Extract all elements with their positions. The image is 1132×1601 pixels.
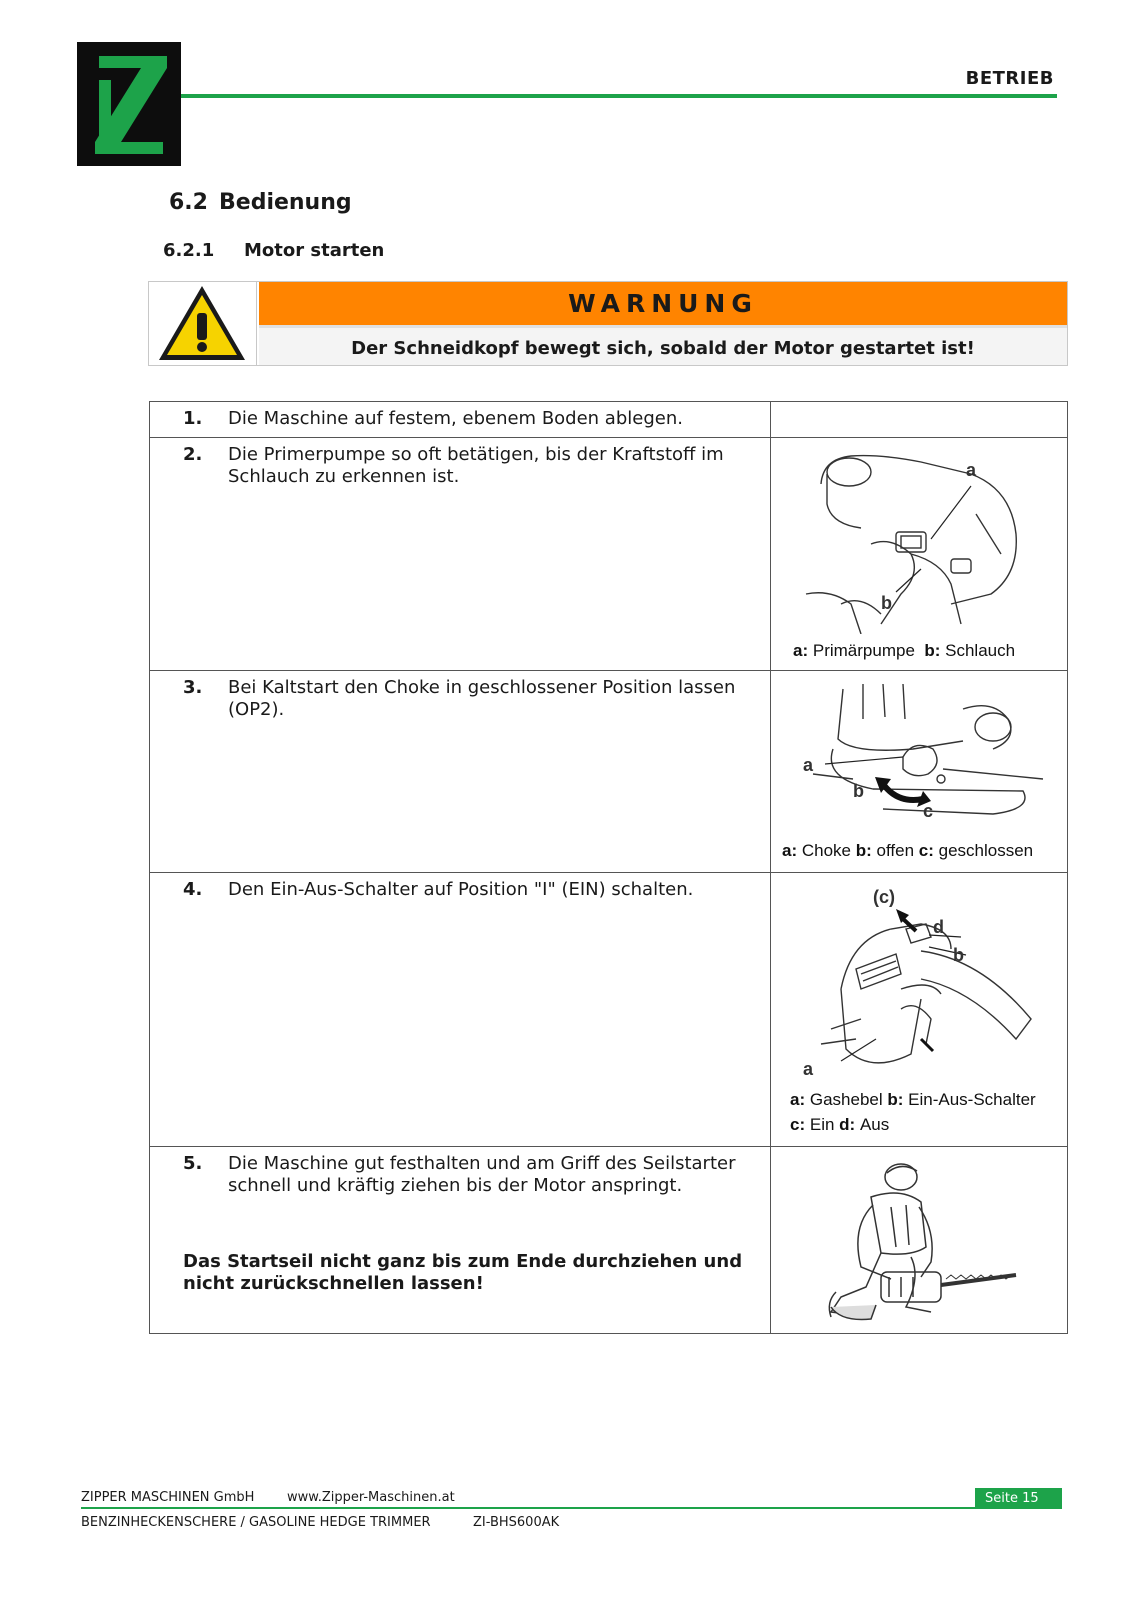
warning-text: Der Schneidkopf bewegt sich, sobald der Motor gestartet ist! bbox=[259, 328, 1067, 365]
kneeling-operator-illustration bbox=[811, 1157, 1041, 1327]
step-warning: Das Startseil nicht ganz bis zum Ende durchziehen und nicht zurückschnellen lassen! bbox=[183, 1251, 743, 1294]
steps-table bbox=[149, 401, 1068, 1334]
caption-value: Ein bbox=[809, 1115, 835, 1134]
step-text: Die Maschine auf festem, ebenem Boden ablegen. bbox=[228, 408, 683, 429]
section-heading bbox=[169, 190, 352, 215]
warning-box bbox=[148, 281, 1068, 366]
image-caption bbox=[790, 1115, 889, 1135]
image-label: b bbox=[853, 781, 864, 801]
step-text: Die Primerpumpe so oft betätigen, bis der Kraftstoff im Schlauch zu erkennen ist. bbox=[228, 444, 724, 487]
image-label: (c) bbox=[873, 887, 895, 907]
footer-rule bbox=[81, 1507, 1062, 1509]
step-row-5-text bbox=[150, 1147, 770, 1333]
header-rule bbox=[181, 94, 1057, 98]
step-row-2-image bbox=[770, 438, 1067, 670]
image-label: a bbox=[803, 755, 814, 775]
subsection-title: Motor starten bbox=[244, 240, 385, 261]
image-label: a bbox=[966, 460, 977, 480]
step-text: Bei Kaltstart den Choke in geschlossener Position lassen (OP2). bbox=[228, 677, 736, 720]
step-number: 3. bbox=[183, 677, 203, 698]
step-text: Den Ein-Aus-Schalter auf Position "I" (EIN) schalten. bbox=[228, 879, 694, 900]
caption-key: c: bbox=[918, 841, 934, 860]
caption-value: Gashebel bbox=[809, 1090, 883, 1109]
footer-model: ZI-BHS600AK bbox=[473, 1515, 560, 1530]
choke-illustration bbox=[793, 679, 1053, 829]
step-row-3-image bbox=[770, 671, 1067, 872]
image-caption bbox=[790, 1090, 1036, 1110]
zipper-logo bbox=[77, 42, 181, 166]
caption-value: geschlossen bbox=[938, 841, 1034, 860]
caption-value: Ein-Aus-Schalter bbox=[908, 1090, 1036, 1109]
page-number: Seite 15 bbox=[975, 1488, 1062, 1508]
image-label: b bbox=[881, 593, 892, 613]
caption-key: d: bbox=[839, 1115, 856, 1134]
footer-product: BENZINHECKENSCHERE / GASOLINE HEDGE TRIMMER bbox=[81, 1515, 431, 1530]
warning-icon-cell bbox=[149, 282, 257, 365]
caption-value: Primärpumpe bbox=[812, 641, 915, 660]
image-caption bbox=[793, 641, 1015, 661]
caption-key: a: bbox=[782, 841, 798, 860]
footer-website-link[interactable]: www.Zipper-Maschinen.at bbox=[287, 1490, 455, 1505]
step-row-2-text bbox=[150, 438, 770, 670]
caption-value: offen bbox=[876, 841, 915, 860]
section-name: BETRIEB bbox=[965, 68, 1054, 89]
subsection-number: 6.2.1 bbox=[163, 240, 215, 261]
section-title: Bedienung bbox=[219, 190, 352, 215]
warning-title: WARNUNG bbox=[259, 282, 1067, 325]
step-row-5-image bbox=[770, 1147, 1067, 1333]
caption-key: c: bbox=[790, 1115, 806, 1134]
step-number: 5. bbox=[183, 1153, 203, 1174]
step-row-4-text bbox=[150, 873, 770, 1146]
step-number: 1. bbox=[183, 408, 203, 429]
primer-pump-illustration bbox=[801, 444, 1041, 634]
footer-company: ZIPPER MASCHINEN GmbH bbox=[81, 1490, 255, 1505]
caption-key: a: bbox=[790, 1090, 806, 1109]
caption-value: Schlauch bbox=[945, 641, 1016, 660]
step-number: 2. bbox=[183, 444, 203, 465]
image-caption bbox=[782, 841, 1033, 861]
step-text: Die Maschine gut festhalten und am Griff des Seilstarter schnell und kräftig ziehen bis der Motor anspringt. bbox=[228, 1153, 736, 1196]
image-label: b bbox=[953, 945, 964, 965]
image-label: a bbox=[803, 1059, 814, 1079]
image-label: d bbox=[933, 917, 944, 937]
caption-key: b: bbox=[855, 841, 872, 860]
warning-triangle-icon bbox=[149, 282, 255, 365]
step-number: 4. bbox=[183, 879, 203, 900]
subsection-heading bbox=[163, 240, 384, 261]
step-row-1-text bbox=[150, 402, 770, 437]
image-label: c bbox=[923, 801, 934, 821]
caption-key: b: bbox=[924, 641, 941, 660]
switch-illustration bbox=[801, 879, 1041, 1079]
caption-key: b: bbox=[887, 1090, 904, 1109]
section-number: 6.2 bbox=[169, 190, 208, 215]
step-row-4-image bbox=[770, 873, 1067, 1146]
caption-value: Choke bbox=[801, 841, 851, 860]
step-row-1-image bbox=[770, 402, 1067, 437]
caption-value: Aus bbox=[859, 1115, 890, 1134]
step-row-3-text bbox=[150, 671, 770, 872]
caption-key: a: bbox=[793, 641, 809, 660]
